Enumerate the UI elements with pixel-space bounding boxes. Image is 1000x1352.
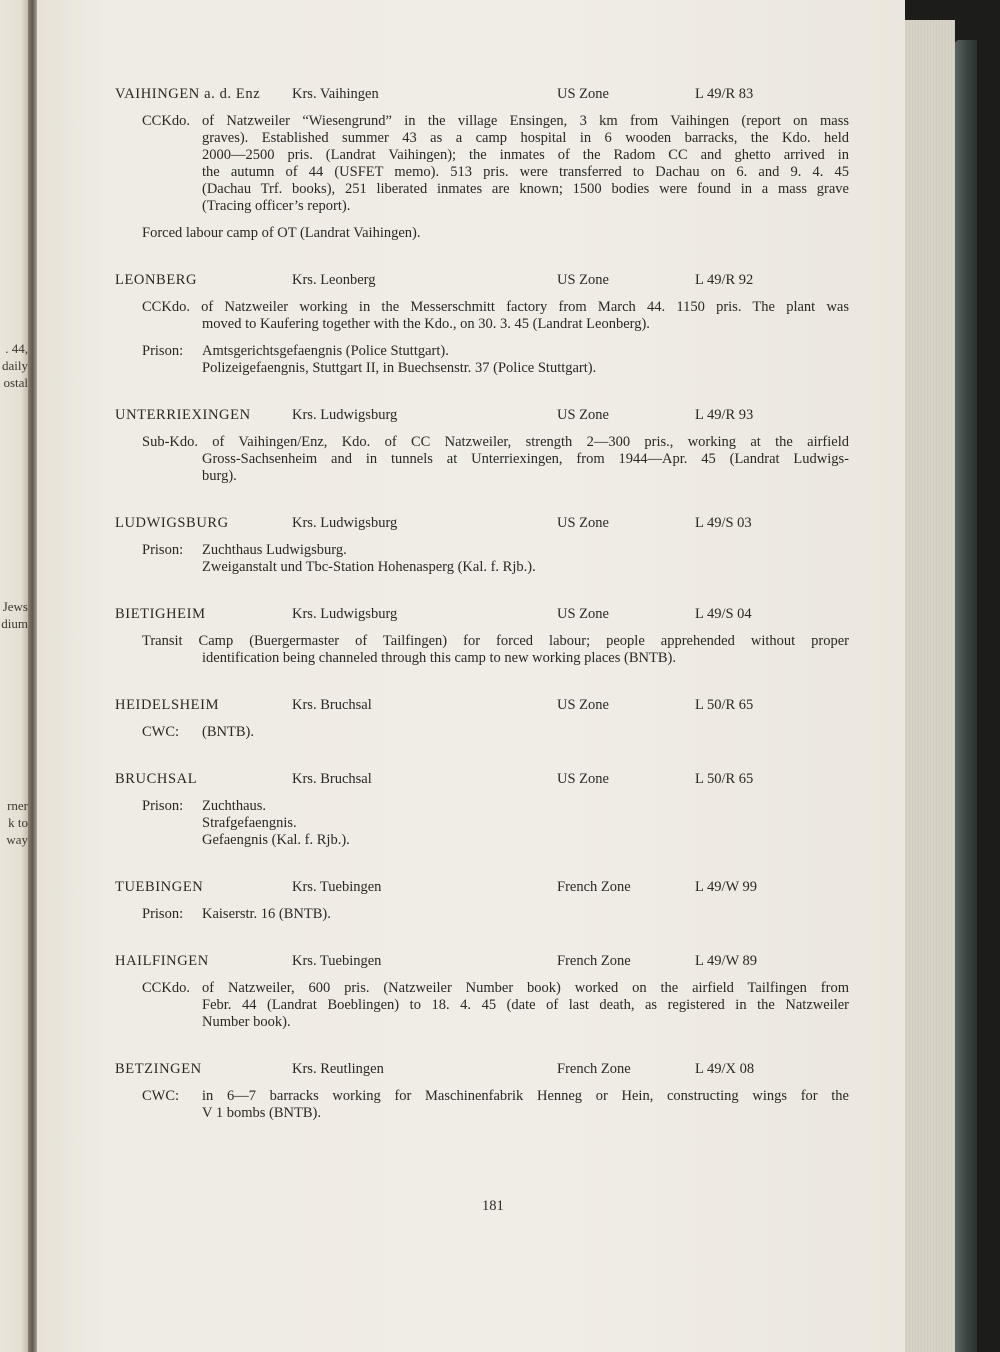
entry-header	[115, 879, 849, 896]
text-line: identification being channeled through this camp to new working places (BNTB).	[202, 650, 676, 666]
facing-page-text-fragment: daily	[2, 358, 28, 373]
entry-header	[115, 771, 849, 788]
entry-paragraph	[115, 343, 849, 377]
entry-header	[115, 606, 849, 623]
map-reference: L 49/S 04	[695, 606, 752, 622]
paragraph-label: CCKdo.	[142, 980, 190, 996]
page-number: 181	[482, 1198, 504, 1214]
text-line: burg).	[202, 468, 237, 484]
page-stack-edge	[905, 20, 955, 1352]
book-page	[37, 0, 905, 1352]
district: Krs. Leonberg	[292, 272, 376, 288]
facing-page-text-fragment: rner	[7, 798, 28, 813]
entry-paragraph	[115, 906, 849, 923]
map-reference: L 50/R 65	[695, 697, 754, 713]
facing-page-edge	[0, 0, 30, 1352]
text-line: Polizeigefaengnis, Stuttgart II, in Buechsenstr. 37 (Police Stuttgart).	[202, 360, 597, 376]
map-reference: L 49/R 93	[695, 407, 754, 423]
paragraph-label: Prison:	[142, 343, 184, 359]
occupation-zone: French Zone	[557, 1061, 631, 1077]
entry-header	[115, 697, 849, 714]
place-name: LUDWIGSBURG	[115, 515, 229, 531]
entry-header	[115, 953, 849, 970]
occupation-zone: US Zone	[557, 272, 609, 288]
text-line: Zuchthaus Ludwigsburg.	[202, 542, 347, 558]
entry-paragraph	[115, 542, 849, 576]
book-cover-edge	[955, 40, 977, 1352]
text-line: of Natzweiler “Wiesengrund” in the village Ensingen, 3 km from Vaihingen (report on mass	[202, 113, 849, 129]
entry-paragraph	[115, 434, 849, 485]
entry-paragraph	[115, 633, 849, 667]
entry-header	[115, 407, 849, 424]
place-name: HEIDELSHEIM	[115, 697, 220, 713]
gazetteer-entry	[115, 86, 849, 242]
facing-page-text-fragment: dium	[1, 616, 28, 631]
entry-paragraph	[115, 299, 849, 333]
paragraph-label: CCKdo.	[142, 113, 190, 129]
occupation-zone: French Zone	[557, 953, 631, 969]
entry-paragraph	[115, 798, 849, 849]
map-reference: L 49/S 03	[695, 515, 752, 531]
entry-header	[115, 515, 849, 532]
entry-header	[115, 272, 849, 289]
paragraph-label: CWC:	[142, 1088, 180, 1104]
paragraph-label: CWC:	[142, 724, 180, 740]
paragraph-label: Prison:	[142, 798, 184, 814]
text-line: Sub-Kdo. of Vaihingen/Enz, Kdo. of CC Natzweiler, strength 2—300 pris., working at the airfield	[142, 434, 849, 450]
occupation-zone: US Zone	[557, 771, 609, 787]
text-line: Zweiganstalt und Tbc-Station Hohenasperg (Kal. f. Rjb.).	[202, 559, 536, 575]
entry-paragraph	[115, 225, 849, 242]
district: Krs. Vaihingen	[292, 86, 379, 102]
facing-page-text-fragment: . 44,	[5, 341, 28, 356]
map-reference: L 49/R 92	[695, 272, 754, 288]
entry-paragraph	[115, 980, 849, 1031]
occupation-zone: US Zone	[557, 86, 609, 102]
place-name: BIETIGHEIM	[115, 606, 206, 622]
occupation-zone: US Zone	[557, 515, 609, 531]
text-line: Gross-Sachsenheim and in tunnels at Unterriexingen, from 1944—Apr. 45 (Landrat Ludwigs-	[202, 451, 849, 467]
text-line: 2000—2500 pris. (Landrat Vaihingen); the inmates of the Radom CC and ghetto arrived in	[202, 147, 849, 163]
facing-page-text-fragment: way	[6, 832, 28, 847]
district: Krs. Tuebingen	[292, 953, 382, 969]
text-line: the autumn of 44 (USFET memo). 513 pris. were transferred to Dachau on 6. and 9. 4. 45	[202, 164, 849, 180]
text-line: (Dachau Trf. books), 251 liberated inmates are known; 1500 bodies were found in a mass grave	[202, 181, 849, 197]
text-line: graves). Established summer 43 as a camp hospital in 6 wooden barracks, the Kdo. held	[202, 130, 849, 146]
book-gutter	[28, 0, 37, 1352]
text-line: CCKdo. of Natzweiler working in the Messerschmitt factory from March 44. 1150 pris. The plant was	[142, 299, 849, 315]
facing-page-text-fragment: k to	[8, 815, 28, 830]
text-line: Forced labour camp of OT (Landrat Vaihingen).	[142, 225, 421, 241]
text-line: V 1 bombs (BNTB).	[202, 1105, 321, 1121]
district: Krs. Ludwigsburg	[292, 407, 398, 423]
place-name: VAIHINGEN a. d. Enz	[115, 86, 261, 102]
gazetteer-entry	[115, 272, 849, 377]
text-line: Strafgefaengnis.	[202, 815, 297, 831]
gazetteer-entry	[115, 407, 849, 485]
entry-paragraph	[115, 113, 849, 215]
facing-page-text-fragment: Jews	[2, 599, 28, 614]
gazetteer-entry	[115, 606, 849, 667]
gazetteer-entry	[115, 771, 849, 849]
map-reference: L 49/X 08	[695, 1061, 755, 1077]
district: Krs. Bruchsal	[292, 697, 372, 713]
district: Krs. Ludwigsburg	[292, 606, 398, 622]
paragraph-label: Prison:	[142, 542, 184, 558]
text-line: moved to Kaufering together with the Kdo., on 30. 3. 45 (Landrat Leonberg).	[202, 316, 650, 332]
district: Krs. Bruchsal	[292, 771, 372, 787]
gazetteer-entry	[115, 1061, 849, 1122]
text-line: Kaiserstr. 16 (BNTB).	[202, 906, 331, 922]
text-line: of Natzweiler, 600 pris. (Natzweiler Number book) worked on the airfield Tailfingen from	[202, 980, 849, 996]
text-line: in 6—7 barracks working for Maschinenfabrik Henneg or Hein, constructing wings for the	[202, 1088, 849, 1104]
gazetteer-entry	[115, 879, 849, 923]
text-line: Amtsgerichtsgefaengnis (Police Stuttgart).	[202, 343, 449, 359]
facing-page-text-fragment: ostal	[3, 375, 28, 390]
occupation-zone: US Zone	[557, 606, 609, 622]
text-line: Number book).	[202, 1014, 291, 1030]
entry-header	[115, 1061, 849, 1078]
gazetteer-entry	[115, 697, 849, 741]
district: Krs. Ludwigsburg	[292, 515, 398, 531]
paragraph-label: Prison:	[142, 906, 184, 922]
text-line: (BNTB).	[202, 724, 254, 740]
place-name: HAILFINGEN	[115, 953, 209, 969]
place-name: BETZINGEN	[115, 1061, 202, 1077]
text-line: Febr. 44 (Landrat Boeblingen) to 18. 4. 45 (date of last death, as registered in the Natzweiler	[202, 997, 849, 1013]
map-reference: L 50/R 65	[695, 771, 754, 787]
entry-header	[115, 86, 849, 103]
place-name: LEONBERG	[115, 272, 198, 288]
occupation-zone: US Zone	[557, 697, 609, 713]
place-name: TUEBINGEN	[115, 879, 204, 895]
district: Krs. Tuebingen	[292, 879, 382, 895]
gazetteer-entry	[115, 515, 849, 576]
map-reference: L 49/W 99	[695, 879, 758, 895]
gazetteer-entries	[115, 86, 849, 1152]
occupation-zone: French Zone	[557, 879, 631, 895]
entry-paragraph	[115, 724, 849, 741]
entry-paragraph	[115, 1088, 849, 1122]
place-name: UNTERRIEXINGEN	[115, 407, 251, 423]
district: Krs. Reutlingen	[292, 1061, 384, 1077]
gazetteer-entry	[115, 953, 849, 1031]
map-reference: L 49/R 83	[695, 86, 754, 102]
text-line: Gefaengnis (Kal. f. Rjb.).	[202, 832, 350, 848]
occupation-zone: US Zone	[557, 407, 609, 423]
text-line: Zuchthaus.	[202, 798, 267, 814]
place-name: BRUCHSAL	[115, 771, 198, 787]
text-line: Transit Camp (Buergermaster of Tailfingen) for forced labour; people apprehended without proper	[142, 633, 849, 649]
map-reference: L 49/W 89	[695, 953, 758, 969]
text-line: (Tracing officer’s report).	[202, 198, 351, 214]
